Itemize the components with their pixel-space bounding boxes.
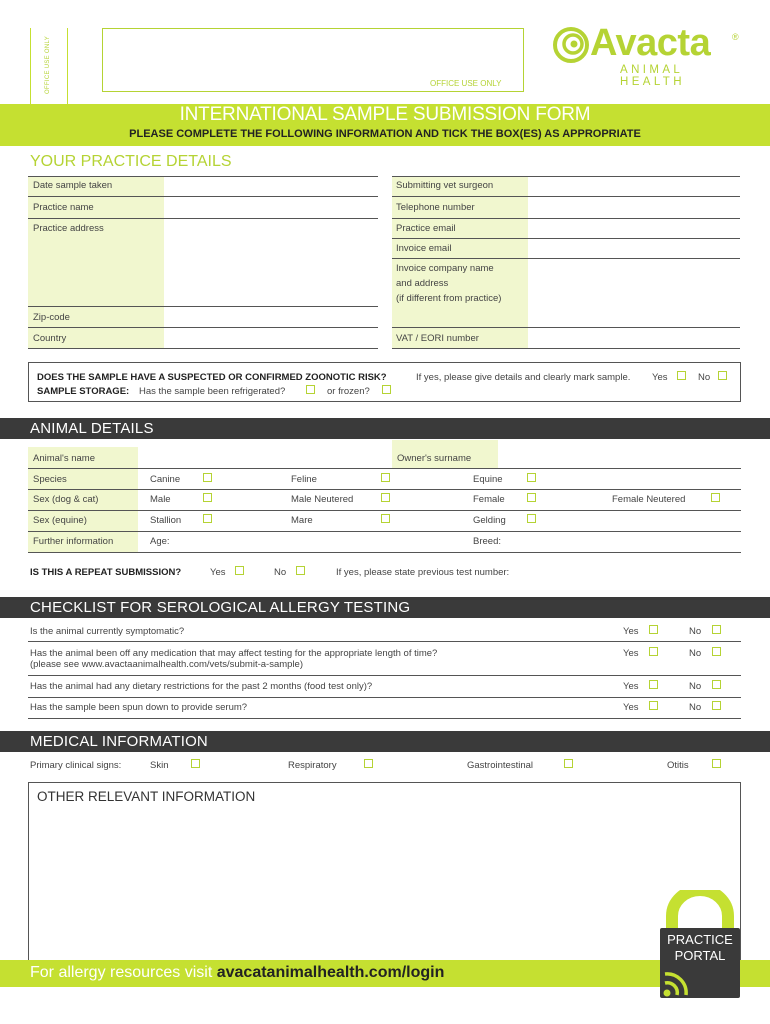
- q3-yes-checkbox[interactable]: [649, 680, 658, 689]
- invoice-company-label-3: (if different from practice): [396, 293, 502, 304]
- checklist-q2a: Has the animal been off any medication that may affect testing for the appropriate length of time?: [30, 648, 438, 659]
- species-label: Species: [33, 474, 67, 485]
- medical-heading: MEDICAL INFORMATION: [0, 731, 770, 752]
- repeat-no-checkbox[interactable]: [296, 566, 305, 575]
- avacta-logo: [552, 22, 752, 88]
- checklist-q4: Has the sample been spun down to provide serum?: [30, 702, 248, 713]
- invoice-company-label-1: Invoice company name: [396, 263, 494, 274]
- vat-eori-field[interactable]: [528, 328, 740, 348]
- zoonotic-detail: If yes, please give details and clearly mark sample.: [416, 372, 631, 383]
- zip-code-field[interactable]: [164, 307, 378, 327]
- sex-stallion-checkbox[interactable]: [203, 514, 212, 523]
- sign-respiratory-label: Respiratory: [288, 760, 337, 771]
- animal-name-field[interactable]: [138, 447, 392, 468]
- zip-code-label: Zip-code: [33, 312, 70, 323]
- sex-mare-label: Mare: [291, 515, 313, 526]
- repeat-instruction: If yes, please state previous test number:: [336, 567, 510, 578]
- q2-no-checkbox[interactable]: [712, 647, 721, 656]
- sex-dogcat-label: Sex (dog & cat): [33, 494, 99, 505]
- q4-yes-checkbox[interactable]: [649, 701, 658, 710]
- checklist-q2b: (please see www.avactaanimalhealth.com/vets/submit-a-sample): [30, 659, 303, 670]
- q1-yes-label: Yes: [623, 626, 639, 637]
- checklist-q1: Is the animal currently symptomatic?: [30, 626, 185, 637]
- footer-text-prefix: For allergy resources visit: [30, 964, 213, 981]
- country-field[interactable]: [164, 328, 378, 348]
- q2-no-label: No: [689, 648, 702, 659]
- sex-stallion-label: Stallion: [150, 515, 182, 526]
- invoice-email-field[interactable]: [528, 239, 740, 258]
- invoice-company-field[interactable]: [528, 259, 740, 327]
- repeat-no-label: No: [274, 567, 287, 578]
- telephone-field[interactable]: [528, 197, 740, 218]
- q4-no-label: No: [689, 702, 702, 713]
- invoice-email-label: Invoice email: [396, 243, 452, 254]
- breed-label: Breed:: [473, 536, 501, 547]
- q3-no-checkbox[interactable]: [712, 680, 721, 689]
- sex-female-label: Female: [473, 494, 505, 505]
- sex-female-checkbox[interactable]: [527, 493, 536, 502]
- q3-no-label: No: [689, 681, 702, 692]
- practice-address-field[interactable]: [164, 219, 378, 306]
- office-use-vertical-label: OFFICE USE ONLY: [45, 35, 51, 95]
- page-title: INTERNATIONAL SAMPLE SUBMISSION FORM: [179, 104, 591, 125]
- vat-eori-label: VAT / EORI number: [396, 333, 479, 344]
- q4-yes-label: Yes: [623, 702, 639, 713]
- date-sample-field[interactable]: [164, 177, 378, 196]
- logo-registered: ®: [732, 32, 739, 42]
- logo-name: Avacta: [590, 22, 711, 64]
- sign-gastro-checkbox[interactable]: [564, 759, 573, 768]
- zoonotic-no-label: No: [698, 372, 711, 383]
- q1-yes-checkbox[interactable]: [649, 625, 658, 634]
- other-info-box[interactable]: [28, 782, 741, 964]
- page-subtitle: PLEASE COMPLETE THE FOLLOWING INFORMATION AND TICK THE BOX(ES) AS APPROPRIATE: [129, 128, 641, 140]
- office-use-box-label: OFFICE USE ONLY: [430, 79, 502, 88]
- sign-skin-checkbox[interactable]: [191, 759, 200, 768]
- further-info-label: Further information: [33, 536, 114, 547]
- zoonotic-question: DOES THE SAMPLE HAVE A SUSPECTED OR CONFIRMED ZOONOTIC RISK?: [37, 372, 387, 383]
- breed-field[interactable]: [506, 532, 741, 552]
- other-info-heading: OTHER RELEVANT INFORMATION: [37, 789, 256, 804]
- frozen-checkbox[interactable]: [382, 385, 391, 394]
- owner-surname-label: Owner's surname: [397, 453, 472, 464]
- species-canine-checkbox[interactable]: [203, 473, 212, 482]
- zoonotic-no-checkbox[interactable]: [718, 371, 727, 380]
- repeat-yes-label: Yes: [210, 567, 226, 578]
- clinical-signs-label: Primary clinical signs:: [30, 760, 122, 771]
- practice-name-label: Practice name: [33, 202, 94, 213]
- repeat-yes-checkbox[interactable]: [235, 566, 244, 575]
- sign-otitis-label: Otitis: [667, 760, 689, 771]
- checklist-q3: Has the animal had any dietary restrictions for the past 2 months (food test only)?: [30, 681, 373, 692]
- species-equine-checkbox[interactable]: [527, 473, 536, 482]
- species-canine-label: Canine: [150, 474, 181, 485]
- sex-male-label: Male: [150, 494, 171, 505]
- sign-skin-label: Skin: [150, 760, 169, 771]
- species-feline-checkbox[interactable]: [381, 473, 390, 482]
- repeat-question: IS THIS A REPEAT SUBMISSION?: [30, 567, 182, 578]
- practice-portal-badge[interactable]: [660, 890, 740, 998]
- refrigerated-checkbox[interactable]: [306, 385, 315, 394]
- q1-no-checkbox[interactable]: [712, 625, 721, 634]
- animal-name-label: Animal's name: [33, 453, 96, 464]
- q1-no-label: No: [689, 626, 702, 637]
- practice-email-label: Practice email: [396, 223, 456, 234]
- frozen-label: or frozen?: [327, 386, 370, 397]
- sex-male-neutered-label: Male Neutered: [291, 494, 354, 505]
- vet-surgeon-label: Submitting vet surgeon: [396, 180, 494, 191]
- previous-test-number-field[interactable]: [532, 562, 741, 578]
- storage-label: SAMPLE STORAGE:: [37, 386, 130, 397]
- sex-gelding-checkbox[interactable]: [527, 514, 536, 523]
- age-label: Age:: [150, 536, 170, 547]
- sex-gelding-label: Gelding: [473, 515, 506, 526]
- q2-yes-checkbox[interactable]: [649, 647, 658, 656]
- practice-name-field[interactable]: [164, 197, 378, 218]
- q3-yes-label: Yes: [623, 681, 639, 692]
- age-field[interactable]: [175, 532, 465, 552]
- padlock-shackle-icon: [660, 890, 740, 930]
- sign-otitis-checkbox[interactable]: [712, 759, 721, 768]
- signal-waves-icon: [662, 968, 696, 998]
- sign-respiratory-checkbox[interactable]: [364, 759, 373, 768]
- zoonotic-yes-checkbox[interactable]: [677, 371, 686, 380]
- sex-female-neutered-label: Female Neutered: [612, 494, 686, 505]
- portal-label-line1: PRACTICE: [667, 932, 733, 947]
- sex-male-checkbox[interactable]: [203, 493, 212, 502]
- species-feline-label: Feline: [291, 474, 317, 485]
- zoonotic-yes-label: Yes: [652, 372, 668, 383]
- practice-email-field[interactable]: [528, 219, 740, 238]
- q2-yes-label: Yes: [623, 648, 639, 659]
- owner-surname-field[interactable]: [498, 447, 741, 468]
- storage-question: Has the sample been refrigerated?: [139, 386, 286, 397]
- sign-gastro-label: Gastrointestinal: [467, 760, 534, 771]
- checklist-heading: CHECKLIST FOR SEROLOGICAL ALLERGY TESTING: [0, 597, 770, 618]
- invoice-company-label-2: and address: [396, 278, 449, 289]
- practice-heading: YOUR PRACTICE DETAILS: [30, 153, 232, 170]
- species-equine-label: Equine: [473, 474, 503, 485]
- portal-label-line2: PORTAL: [674, 948, 726, 963]
- sex-mare-checkbox[interactable]: [381, 514, 390, 523]
- footer-link[interactable]: avacatanimalhealth.com/login: [216, 964, 445, 981]
- practice-address-label: Practice address: [33, 223, 104, 234]
- vet-surgeon-field[interactable]: [528, 177, 740, 196]
- sex-equine-label: Sex (equine): [33, 515, 87, 526]
- logo-swirl-icon: [552, 26, 590, 64]
- date-sample-label: Date sample taken: [33, 180, 113, 191]
- logo-subtitle: ANIMAL HEALTH: [620, 64, 685, 88]
- telephone-label: Telephone number: [396, 202, 475, 213]
- sex-female-neutered-checkbox[interactable]: [711, 493, 720, 502]
- q4-no-checkbox[interactable]: [712, 701, 721, 710]
- animal-details-heading: ANIMAL DETAILS: [0, 418, 770, 439]
- footer-text: [30, 964, 444, 982]
- country-label: Country: [33, 333, 67, 344]
- sex-male-neutered-checkbox[interactable]: [381, 493, 390, 502]
